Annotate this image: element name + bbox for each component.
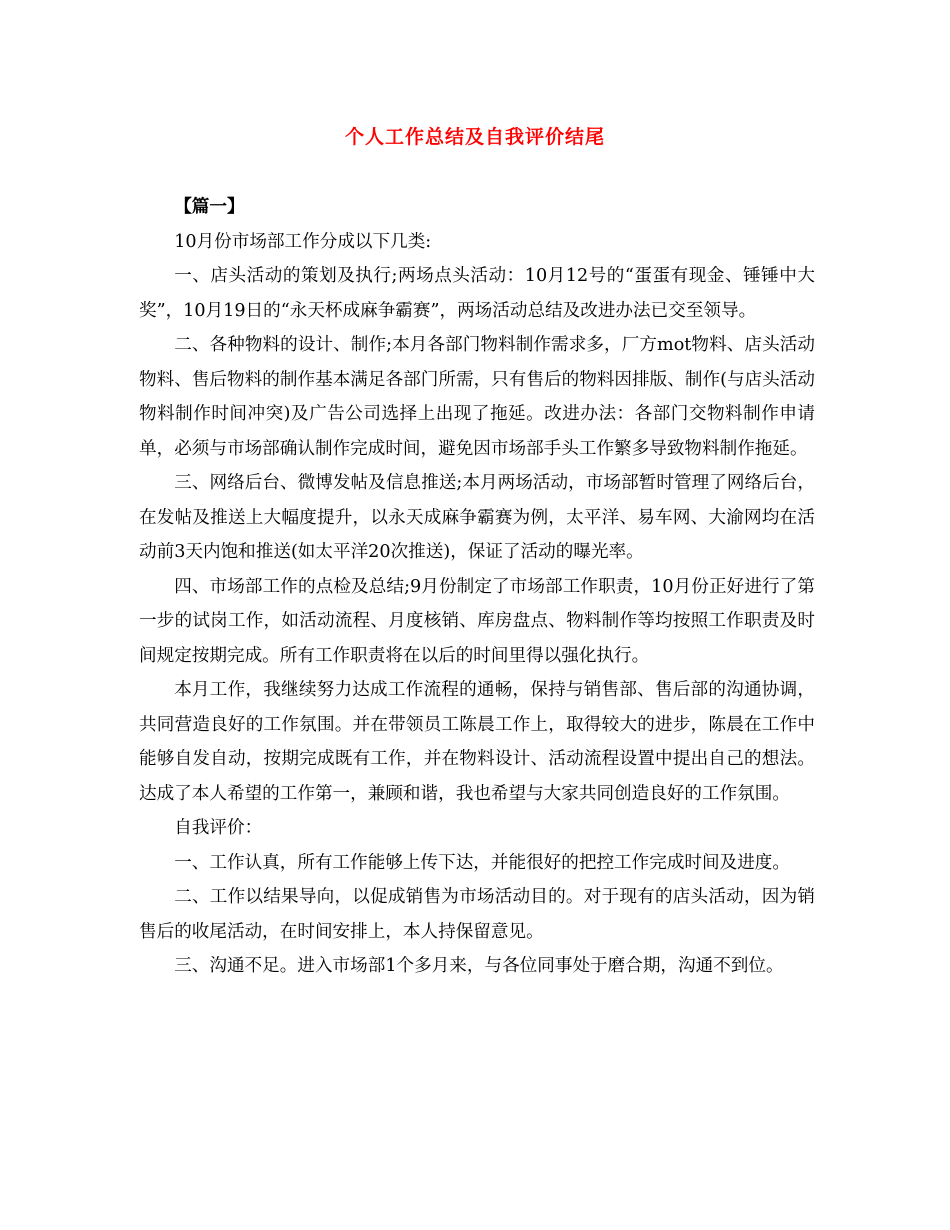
paragraph-evaluation-1: 一、工作认真，所有工作能够上传下达，并能很好的把控工作完成时间及进度。 xyxy=(174,852,790,873)
paragraph-evaluation-3: 三、沟通不足。进入市场部1个多月来，与各位同事处于磨合期，沟通不到位。 xyxy=(174,956,784,976)
paragraph-intro: 10月份市场部工作分成以下几类: xyxy=(174,231,432,252)
paragraph-monthly-work: 本月工作，我继续努力达成工作流程的通畅，保持与销售部、售后部的沟通协调，共同营造良好的工作氛围。并在带领员工陈晨工作上，取得较大的进步，陈晨在工作中能够自发自动，按期完成既有工作，并在物料设计、活动流程设置中提出自己的想法。达成了本人希望的工作第一，兼顾和谐，我也希望与大家共同创造良好的工作氛围。 xyxy=(139,680,815,804)
paragraph-item-4: 四、市场部工作的点检及总结;9月份制定了市场部工作职责，10月份正好进行了第一步的试岗工作，如活动流程、月度核销、库房盘点、物料制作等均按照工作职责及时间规定按期完成。所有工作职责将在以后的时间里得以强化执行。 xyxy=(139,576,815,666)
section-heading: 【篇一】 xyxy=(174,196,245,217)
paragraph-self-evaluation-heading: 自我评价： xyxy=(174,818,263,838)
document-title: 个人工作总结及自我评价结尾 xyxy=(344,126,605,148)
paragraph-item-1: 一、店头活动的策划及执行;两场点头活动：10月12号的“蛋蛋有现金、锤锤中大奖”，10月19日的“永天杯成麻争霸赛”，两场活动总结及改进办法已交至领导。 xyxy=(139,266,815,321)
paragraph-item-2: 二、各种物料的设计、制作;本月各部门物料制作需求多，厂方mot物料、店头活动物料、售后物料的制作基本满足各部门所需，只有售后的物料因排版、制作(与店头活动物料制作时间冲突)及广告公司选择上出现了拖延。改进办法：各部门交物料制作申请单，必须与市场部确认制作完成时间，避免因市场部手头工作繁多导致物料制作拖延。 xyxy=(139,335,815,459)
paragraph-evaluation-2: 二、工作以结果导向，以促成销售为市场活动目的。对于现有的店头活动，因为销售后的收尾活动，在时间安排上，本人持保留意见。 xyxy=(139,887,815,942)
paragraph-item-3: 三、网络后台、微博发帖及信息推送;本月两场活动，市场部暂时管理了网络后台，在发帖及推送上大幅度提升，以永天成麻争霸赛为例，太平洋、易车网、大渝网均在活动前3天内饱和推送(如太平洋20次推送)，保证了活动的曝光率。 xyxy=(139,473,815,562)
document-body xyxy=(139,190,815,984)
